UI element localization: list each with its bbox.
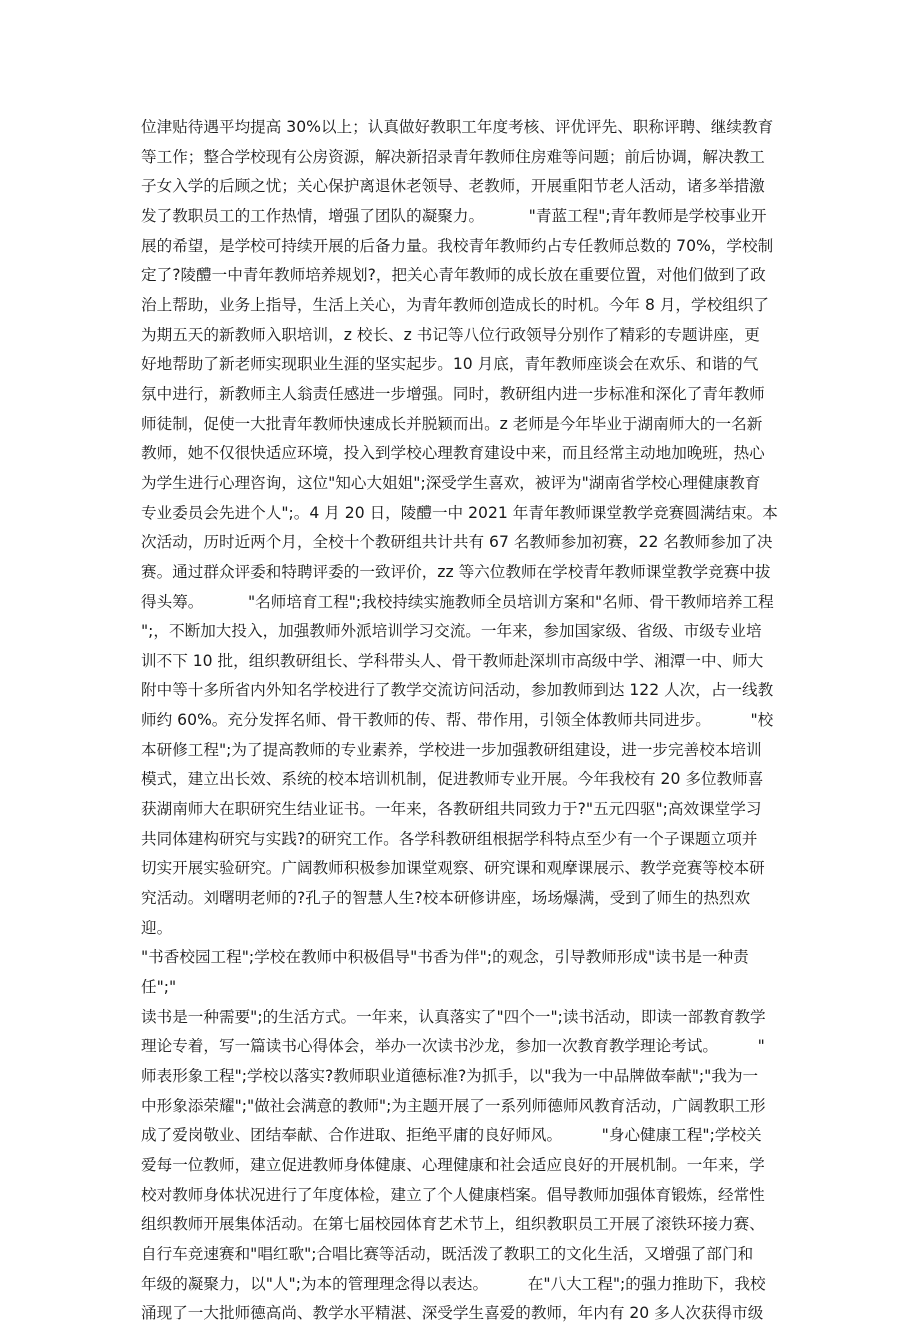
text-line: 爱每一位教师，建立促进教师身体健康、心理健康和社会适应良好的开展机制。一年来，学 <box>141 1155 765 1174</box>
text-line: 训不下 10 批，组织教研组长、学科带头人、骨干教师赴深圳市高级中学、湘潭一中、师大 <box>141 651 764 670</box>
text-line: ";，不断加大投入，加强教师外派培训学习交流。一年来，参加国家级、省级、市级专业培 <box>141 622 762 641</box>
text-line: 得头筹。 "名师培育工程";我校持续实施教师全员培训方案和"名师、骨干教师培养工程 <box>141 592 774 611</box>
text-line: 为期五天的新教师入职培训，z 校长、z 书记等八位行政领导分别作了精彩的专题讲座，更 <box>141 325 760 344</box>
text-line: 本研修工程";为了提高教师的专业素养，学校进一步加强教研组建设，进一步完善校本培训 <box>141 740 762 759</box>
text-line: 次活动，历时近两个月，全校十个教研组共计共有 67 名教师参加初赛，22 名教师参加了决 <box>141 533 773 552</box>
text-line: 究活动。刘曙明老师的?孔子的智慧人生?校本研修讲座，场场爆满，受到了师生的热烈欢迎。 <box>141 889 751 937</box>
text-line: 为学生进行心理咨询，这位"知心大姐姐";深受学生喜欢，被评为"湖南省学校心理健康教育 <box>141 473 761 492</box>
text-line: 教师，她不仅很快适应环境，投入到学校心理教育建设中来，而且经常主动地加晚班，热心 <box>141 444 765 463</box>
text-line: 年级的凝聚力，以"人";为本的管理理念得以表达。 在"八大工程";的强力推助下，我校 <box>141 1274 766 1293</box>
text-line: 师约 60%。充分发挥名师、骨干教师的传、帮、带作用，引领全体教师共同进步。 "校 <box>141 711 774 730</box>
text-line: 赛。通过群众评委和特聘评委的一致评价，zz 等六位教师在学校青年教师课堂教学竞赛中拔 <box>141 562 771 581</box>
text-line: 师徒制，促使一大批青年教师快速成长并脱颖而出。z 老师是今年毕业于湖南师大的一名新 <box>141 414 763 433</box>
text-line: 治上帮助，业务上指导，生活上关心，为青年教师创造成长的时机。今年 8 月，学校组织了 <box>141 295 769 314</box>
text-line: 位津贴待遇平均提高 30%以上；认真做好教职工年度考核、评优评先、职称评聘、继续教育 <box>141 118 774 136</box>
text-line: 展的希望，是学校可持续开展的后备力量。我校青年教师约占专任教师总数的 70%，学校制 <box>141 236 774 255</box>
text-line: 氛中进行，新教师主人翁责任感进一步增强。同时，教研组内进一步标准和深化了青年教师 <box>141 384 765 403</box>
text-line: 中形象添荣耀";"做社会满意的教师";为主题开展了一系列师德师风教育活动，广阔教职工形 <box>141 1096 766 1115</box>
text-line: 定了?陵醴一中青年教师培养规划?，把关心青年教师的成长放在重要位置，对他们做到了政 <box>141 266 766 285</box>
text-line: 自行车竞速赛和"唱红歌";合唱比赛等活动，既活泼了教职工的文化生活，又增强了部门和 <box>141 1244 754 1263</box>
text-line: 获湖南师大在职研究生结业证书。一年来，各教研组共同致力于?"五元四驱";高效课堂学习 <box>141 800 762 819</box>
text-line: 理论专着，写一篇读书心得体会，举办一次读书沙龙，参加一次教育教学理论考试。 " <box>141 1037 765 1056</box>
text-line: 子女入学的后顾之忧；关心保护离退休老领导、老教师，开展重阳节老人活动，诸多举措激 <box>141 177 765 196</box>
text-line: 校对教师身体状况进行了年度体检，建立了个人健康档案。倡导教师加强体育锻炼，经常性 <box>141 1185 765 1204</box>
text-line: 模式，建立出长效、系统的校本培训机制，促进教师专业开展。今年我校有 20 多位教师喜 <box>141 770 764 789</box>
text-line: 附中等十多所省内外知名学校进行了教学交流访问活动，参加教师到达 122 人次，占一线教 <box>141 681 774 700</box>
text-line: 发了教职员工的工作热情，增强了团队的凝聚力。 "青蓝工程";青年教师是学校事业开 <box>141 206 767 225</box>
text-line: 师表形象工程";学校以落实?教师职业道德标准?为抓手，以"我为一中品牌做奉献";"我为一 <box>141 1067 759 1085</box>
text-line: 等工作；整合学校现有公房资源，解决新招录青年教师住房难等问题；前后协调，解决教工 <box>141 147 765 166</box>
text-line: "书香校园工程";学校在教师中积极倡导"书香为伴";的观念，引导教师形成"读书是一种责任";" <box>141 948 749 997</box>
text-line: 涌现了一大批师德高尚、教学水平精湛、深受学生喜爱的教师，年内有 20 多人次获得市级 <box>141 1304 764 1323</box>
text-line: 好地帮助了新老师实现职业生涯的坚实起步。10 月底，青年教师座谈会在欢乐、和谐的气 <box>141 355 759 374</box>
text-line: 组织教师开展集体活动。在第七届校园体育艺术节上，组织教职员工开展了滚铁环接力赛、 <box>141 1215 765 1234</box>
text-line: 专业委员会先进个人";。4 月 20 日，陵醴一中 2021 年青年教师课堂教学竞赛圆满结束。本 <box>141 503 778 522</box>
body-text <box>141 113 781 1329</box>
text-line: 切实开展实验研究。广阔教师积极参加课堂观察、研究课和观摩课展示、教学竞赛等校本研 <box>141 859 765 878</box>
text-line: 共同体建构研究与实践?的研究工作。各学科教研组根据学科特点至少有一个子课题立项并 <box>141 829 758 848</box>
text-line: 读书是一种需要";的生活方式。一年来，认真落实了"四个一";读书活动，即读一部教育教学 <box>141 1007 766 1026</box>
text-line: 成了爱岗敬业、团结奉献、合作进取、拒绝平庸的良好师风。 "身心健康工程";学校关 <box>141 1126 762 1145</box>
